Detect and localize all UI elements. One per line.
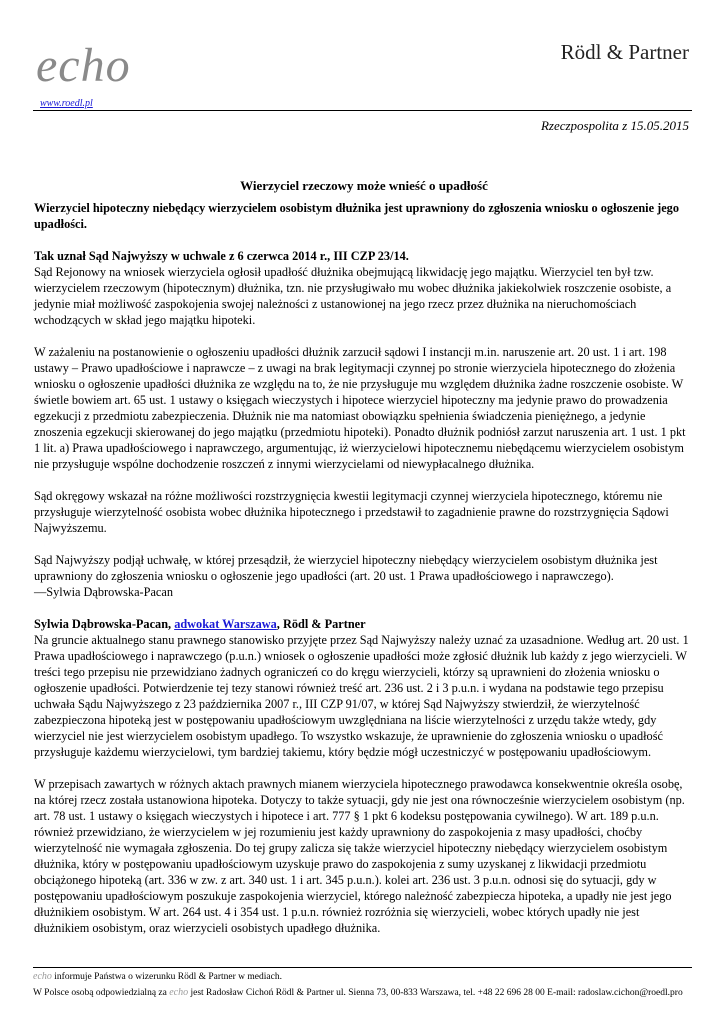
header-divider: [33, 110, 692, 111]
footer-line-2-pre: W Polsce osobą odpowiedzialną za: [33, 988, 170, 998]
paragraph-4-text: Sąd Najwyższy podjął uchwałę, w której przesądził, że wierzyciel hipoteczny niebędący wierzycielem osobistym dłużnika jest uprawniony do zgłoszenia wniosku o ogłoszenie jego upadłości (art. 20 ust. 1 Prawa upadłościowego i naprawczego).: [34, 553, 658, 583]
author-signature: —Sylwia Dąbrowska-Pacan: [34, 585, 173, 599]
ruling-reference: Tak uznał Sąd Najwyższy w uchwale z 6 czerwca 2014 r., III CZP 23/14.: [34, 249, 409, 263]
author-name: Sylwia Dąbrowska-Pacan,: [34, 617, 175, 631]
echo-logo: echo: [36, 39, 131, 92]
article-body: [34, 178, 694, 952]
paragraph-2: W zażaleniu na postanowienie o ogłoszeniu upadłości dłużnik zarzucił sądowi I instancji m.in. naruszenie art. 20 ust. 1 i art. 198 ustawy – Prawo upadłościowe i naprawcze – z uwagi na brak legitymacji czynnej po stronie wierzyciela hipotecznego do złożenia wniosku o ogłoszenie upadłości dłużnika ze względu na to, że nie przysługuje mu względem dłużnika żadne roszczenie osobiste. W świetle bowiem art. 65 ust. 1 ustawy o księgach wieczystych i hipotece wierzyciel hipoteczny ma jedynie prawo do prowadzenia egzekucji z przedmiotu zabezpieczenia. Dłużnik nie ma natomiast obowiązku spełnienia świadczenia pieniężnego, a jedynie znoszenia egzekucji skierowanej do jego majątku (przedmiotu hipoteki). Ponadto dłużnik podniósł zarzut naruszenia art. 1 ust. 1 pkt 1 lit. a) Prawa upadłościowego i naprawczego, argumentując, iż wierzycielowi hipotecznemu niebędącemu wierzycielem osobistym nie przysługuje wspólne dochodzenie roszczeń z innymi wierzycielami od niewypłacalnego dłużnika.: [34, 345, 686, 471]
paragraph-3: Sąd okręgowy wskazał na różne możliwości rozstrzygnięcia kwestii legitymacji czynnej wierzyciela hipotecznego, któremu nie przysługuje wierzytelność osobista wobec dłużnika hipotecznego i przedstawił to zagadnienie prawne do rozstrzygnięcia Sądowi Najwyższemu.: [34, 489, 669, 535]
author-firm: , Rödl & Partner: [276, 617, 366, 631]
article-title: Wierzyciel rzeczowy może wnieść o upadłość: [240, 178, 488, 193]
paragraph-1: [34, 248, 694, 328]
paragraph-1-text: Sąd Rejonowy na wniosek wierzyciela ogłosił upadłość dłużnika obejmującą likwidację jego majątku. Wierzyciel ten był tzw. wierzycielem rzeczowym (hipotecznym) dłużnika, tzn. nie przysługiwało mu wobec dłużnika jakiekolwiek roszczenie osobiste, a jedynie miał możliwość zaspokojenia swojej należności z ustanowionej na jego rzecz przez dłużnika na nieruchomościach wchodzących w skład jego majątku hipoteki.: [34, 265, 672, 327]
footer-line-2-post: jest Radosław Cichoń Rödl & Partner ul. Sienna 73, 00-833 Warszawa, tel. +48 22 696 28 00 E-mail: radoslaw.cichon@roedl.pro: [188, 988, 683, 998]
author-role-link[interactable]: adwokat Warszawa: [174, 617, 277, 631]
footer: [33, 969, 695, 1001]
footer-line-1: [33, 969, 695, 985]
website-link[interactable]: www.roedl.pl: [40, 98, 93, 109]
paragraph-4: [34, 552, 694, 600]
roedl-partner-logo: Rödl & Partner: [560, 40, 689, 64]
paragraph-6: W przepisach zawartych w różnych aktach prawnych mianem wierzyciela hipotecznego prawodawca konsekwentnie określa osobę, na której rzecz została ustanowiona hipoteka. Dotyczy to także sytuacji, gdy nie jest ona równocześnie wierzycielem osobistym (np. art. 78 ust. 1 ustawy o księgach wieczystych i hipotece i art. 777 § 1 pkt 6 kodeksu postępowania cywilnego). W art. 189 p.u.n. również przewidziano, że wierzycielem w jej rozumieniu jest każdy uprawniony do zaspokojenia z masy upadłości, choćby wierzytelność nie wymagała zgłoszenia. Do tej grupy zalicza się także wierzyciel hipoteczny niebędący wierzycielem osobistym dłużnika, który w postępowaniu upadłościowym uzyskuje prawo do zaspokojenia z sumy uzyskanej z likwidacji przedmiotu obciążonego hipoteką (art. 336 w zw. z art. 340 ust. 1 i art. 345 p.u.n.). kolei art. 236 ust. 3 p.u.n. odnosi się do sytuacji, gdy w postępowaniu upadłościowym poszukuje zaspokojenia wierzyciel, którego należność zabezpiecza hipoteka, a upadły nie jest jego dłużnikiem osobistym. W art. 264 ust. 4 i 354 ust. 1 p.u.n. również rozróżnia się wierzycieli, wobec których upadły nie jest dłużnikiem osobistym, oraz wierzycieli osobistych upadłego dłużnika.: [34, 777, 685, 935]
footer-echo-word: echo: [33, 971, 52, 982]
footer-echo-word-2: echo: [169, 987, 189, 998]
footer-divider: [33, 967, 692, 968]
publication-source: Rzeczpospolita z 15.05.2015: [540, 118, 689, 133]
article-lead: Wierzyciel hipoteczny niebędący wierzycielem osobistym dłużnika jest uprawniony do zgłoszenia wniosku o ogłoszenie jego upadłości.: [34, 201, 679, 231]
paragraph-5-text: Na gruncie aktualnego stanu prawnego stanowisko przyjęte przez Sąd Najwyższy należy uznać za uzasadnione. Według art. 20 ust. 1 Prawa upadłościowego i naprawczego (p.u.n.) wniosek o ogłoszenie upadłości może zgłosić dłużnik lub każdy z jego wierzycieli. W treści tego przepisu nie przewidziano żadnych ograniczeń co do kręgu wierzycieli, którzy są uprawnieni do złożenia wniosku o ogłoszenie upadłości. Potwierdzenie tej tezy stanowi również treść art. 236 ust. 2 i 3 p.u.n. i wydana na podstawie tego przepisu uchwała Sądu Najwyższego z 23 października 2007 r., III CZP 91/07, w której Sąd Najwyższy stwierdził, że wierzytelność zabezpieczona hipoteką jest w postępowaniu upadłościowym uwzględniana na liście wierzytelności z urzędu także wtedy, gdy wierzyciel nie jest wierzycielem osobistym upadłego. To wszystko wskazuje, że uprawnienie do zgłoszenia wniosku o upadłość przysługuje każdemu wierzycielowi, tym bardziej takiemu, który będzie mógł uczestniczyć w postępowaniu upadłościowym.: [34, 633, 689, 759]
paragraph-5: [34, 616, 694, 760]
footer-line-1-text: informuje Państwa o wizerunku Rödl & Partner w mediach.: [51, 972, 282, 982]
footer-line-2: [33, 985, 695, 1001]
